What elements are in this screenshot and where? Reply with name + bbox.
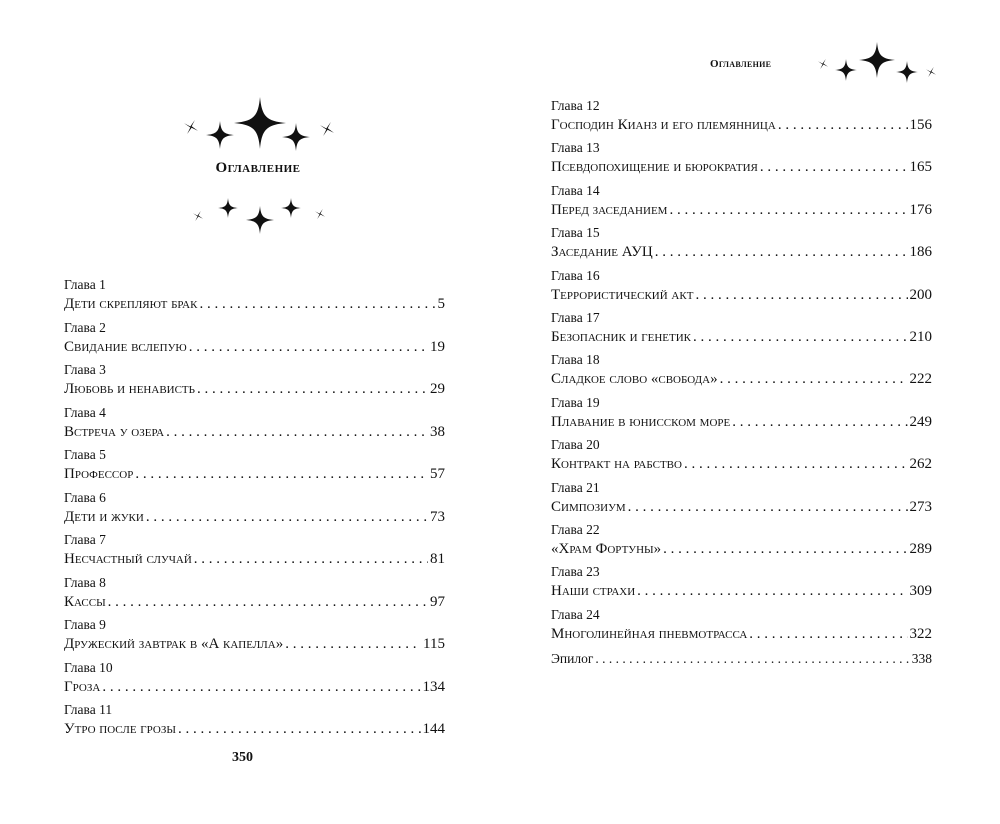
- chapter-label: Глава 22: [551, 521, 600, 537]
- chapter-label: Глава 8: [64, 574, 106, 590]
- page-number: 165: [909, 159, 932, 176]
- toc-entry[interactable]: [551, 224, 932, 266]
- dot-leader: [663, 538, 907, 560]
- page-number: 210: [909, 328, 932, 345]
- right-page: [500, 0, 1000, 824]
- page-number: 81: [430, 551, 445, 567]
- page-number: 322: [909, 625, 932, 642]
- chapter-label: Глава 21: [551, 479, 600, 495]
- toc-entry[interactable]: [551, 521, 932, 563]
- page-number: 222: [909, 371, 932, 388]
- page-number: 176: [909, 201, 932, 218]
- chapter-label: Глава 13: [551, 140, 600, 156]
- chapter-label: Глава 24: [551, 606, 600, 622]
- toc-entry[interactable]: [551, 97, 932, 139]
- chapter-title: Сладкое слово «свобода»: [551, 371, 718, 388]
- page-number: 29: [430, 381, 445, 397]
- chapter-label: Глава 23: [551, 564, 600, 580]
- toc-entry[interactable]: [64, 446, 445, 489]
- chapter-title: Кассы: [64, 593, 106, 610]
- chapter-title: Заседание АУЦ: [551, 244, 653, 261]
- chapter-label: Глава 4: [64, 404, 106, 420]
- chapter-label: Глава 6: [64, 489, 106, 505]
- toc-entry[interactable]: [551, 563, 932, 605]
- chapter-title: Многолинейная пневмотрасса: [551, 625, 748, 642]
- page-number: 262: [909, 456, 932, 473]
- toc-entry[interactable]: [551, 394, 932, 436]
- dot-leader: [285, 633, 421, 655]
- chapter-title: Гроза: [64, 678, 101, 695]
- epilogue-title: Эпилог: [551, 651, 594, 667]
- chapter-title: Дети скрепляют брак: [64, 296, 198, 312]
- chapter-title: Дети и жуки: [64, 508, 144, 525]
- page-number: 249: [909, 413, 932, 430]
- page-number: 200: [909, 286, 932, 303]
- toc-heading: Оглавление: [215, 160, 301, 176]
- chapter-title: Контракт на рабство: [551, 456, 682, 473]
- page-number: 97: [430, 593, 445, 610]
- chapter-title: Любовь и ненависть: [64, 381, 195, 397]
- page-number: 38: [430, 423, 445, 440]
- dot-leader: [669, 199, 907, 221]
- chapter-title: Перед заседанием: [551, 201, 668, 218]
- chapter-label: Глава 20: [551, 437, 600, 453]
- chapter-title: Симпозиум: [551, 498, 626, 515]
- dot-leader: [749, 623, 907, 645]
- page-number: 115: [423, 636, 445, 652]
- chapter-label: Глава 3: [64, 362, 106, 377]
- toc-entry[interactable]: [551, 267, 932, 309]
- toc-entry[interactable]: [64, 531, 445, 574]
- chapter-label: Глава 16: [551, 267, 600, 283]
- sparkle-stars-icon: [180, 95, 340, 153]
- dot-leader: [693, 326, 907, 348]
- page-folio: 350: [232, 750, 253, 765]
- toc-entry[interactable]: [551, 606, 932, 648]
- chapter-label: Глава 2: [64, 319, 106, 335]
- page-number: 144: [422, 721, 445, 737]
- toc-entry-epilogue[interactable]: [551, 648, 932, 672]
- dot-leader: [684, 453, 908, 475]
- chapter-title: Господин Кианз и его племянница: [551, 117, 776, 133]
- page-number: 156: [909, 117, 932, 133]
- dot-leader: [102, 676, 420, 698]
- chapter-title: Утро после грозы: [64, 721, 176, 737]
- page-number: 5: [437, 296, 445, 312]
- dot-leader: [197, 378, 428, 400]
- dot-leader: [146, 506, 428, 528]
- chapter-label: Глава 19: [551, 394, 600, 410]
- page-number: 134: [422, 678, 445, 695]
- chapter-label: Глава 15: [551, 225, 600, 241]
- toc-entry[interactable]: [64, 319, 445, 362]
- toc-entry[interactable]: [551, 351, 932, 393]
- chapter-label: Глава 18: [551, 352, 600, 368]
- toc-list-left: [64, 276, 445, 744]
- chapter-title: Безопасник и генетик: [551, 328, 692, 345]
- dot-leader: [595, 648, 909, 670]
- dot-leader: [108, 591, 428, 613]
- dot-leader: [637, 580, 907, 602]
- toc-entry[interactable]: [64, 659, 445, 702]
- dot-leader: [189, 336, 428, 358]
- chapter-label: Глава 17: [551, 309, 600, 325]
- dot-leader: [178, 718, 421, 740]
- chapter-title: Свидание вслепую: [64, 338, 187, 355]
- page-number: 19: [430, 338, 445, 355]
- chapter-label: Глава 12: [551, 98, 600, 113]
- toc-entry[interactable]: [64, 616, 445, 659]
- dot-leader: [720, 368, 908, 390]
- toc-entry[interactable]: [64, 361, 445, 404]
- sparkle-stars-icon: [814, 42, 940, 84]
- toc-entry[interactable]: [64, 489, 445, 532]
- toc-entry[interactable]: [551, 182, 932, 224]
- running-head: Оглавление: [710, 58, 772, 70]
- dot-leader: [655, 241, 908, 263]
- chapter-title: Встреча у озера: [64, 423, 165, 440]
- toc-entry[interactable]: [551, 139, 932, 181]
- chapter-title: Дружеский завтрак в «А капелла»: [64, 636, 284, 652]
- page-number: 273: [909, 498, 932, 515]
- chapter-label: Глава 5: [64, 447, 106, 462]
- toc-entry[interactable]: [551, 309, 932, 351]
- chapter-title: «Храм Фортуны»: [551, 540, 662, 557]
- dot-leader: [194, 548, 428, 570]
- toc-entry[interactable]: [551, 436, 932, 478]
- toc-entry[interactable]: [551, 479, 932, 521]
- page-number: 338: [911, 651, 932, 667]
- page-number: 309: [909, 583, 932, 600]
- chapter-title: Террористический акт: [551, 286, 694, 303]
- chapter-title: Профессор: [64, 466, 134, 482]
- dot-leader: [135, 463, 428, 485]
- page-number: 73: [430, 508, 445, 525]
- chapter-title: Псевдопохищение и бюрократия: [551, 159, 758, 176]
- toc-entry[interactable]: [64, 276, 445, 319]
- page-number: 186: [909, 244, 932, 261]
- chapter-label: Глава 1: [64, 277, 106, 292]
- page-number: 57: [430, 466, 445, 482]
- toc-entry[interactable]: [64, 701, 445, 744]
- chapter-label: Глава 10: [64, 659, 113, 675]
- dot-leader: [166, 421, 428, 443]
- chapter-title: Плавание в юнисском море: [551, 413, 731, 430]
- dot-leader: [760, 156, 908, 178]
- dot-leader: [732, 411, 907, 433]
- sparkle-stars-icon: [188, 196, 332, 236]
- toc-entry[interactable]: [64, 574, 445, 617]
- dot-leader: [695, 284, 907, 306]
- dot-leader: [628, 496, 908, 518]
- chapter-label: Глава 7: [64, 532, 106, 547]
- page-number: 289: [909, 540, 932, 557]
- chapter-title: Наши страхи: [551, 583, 636, 600]
- chapter-label: Глава 11: [64, 702, 113, 717]
- chapter-label: Глава 14: [551, 182, 600, 198]
- dot-leader: [199, 293, 435, 315]
- toc-entry[interactable]: [64, 404, 445, 447]
- dot-leader: [778, 114, 908, 136]
- chapter-label: Глава 9: [64, 617, 106, 632]
- toc-list-right: [551, 97, 932, 672]
- chapter-title: Несчастный случай: [64, 551, 192, 567]
